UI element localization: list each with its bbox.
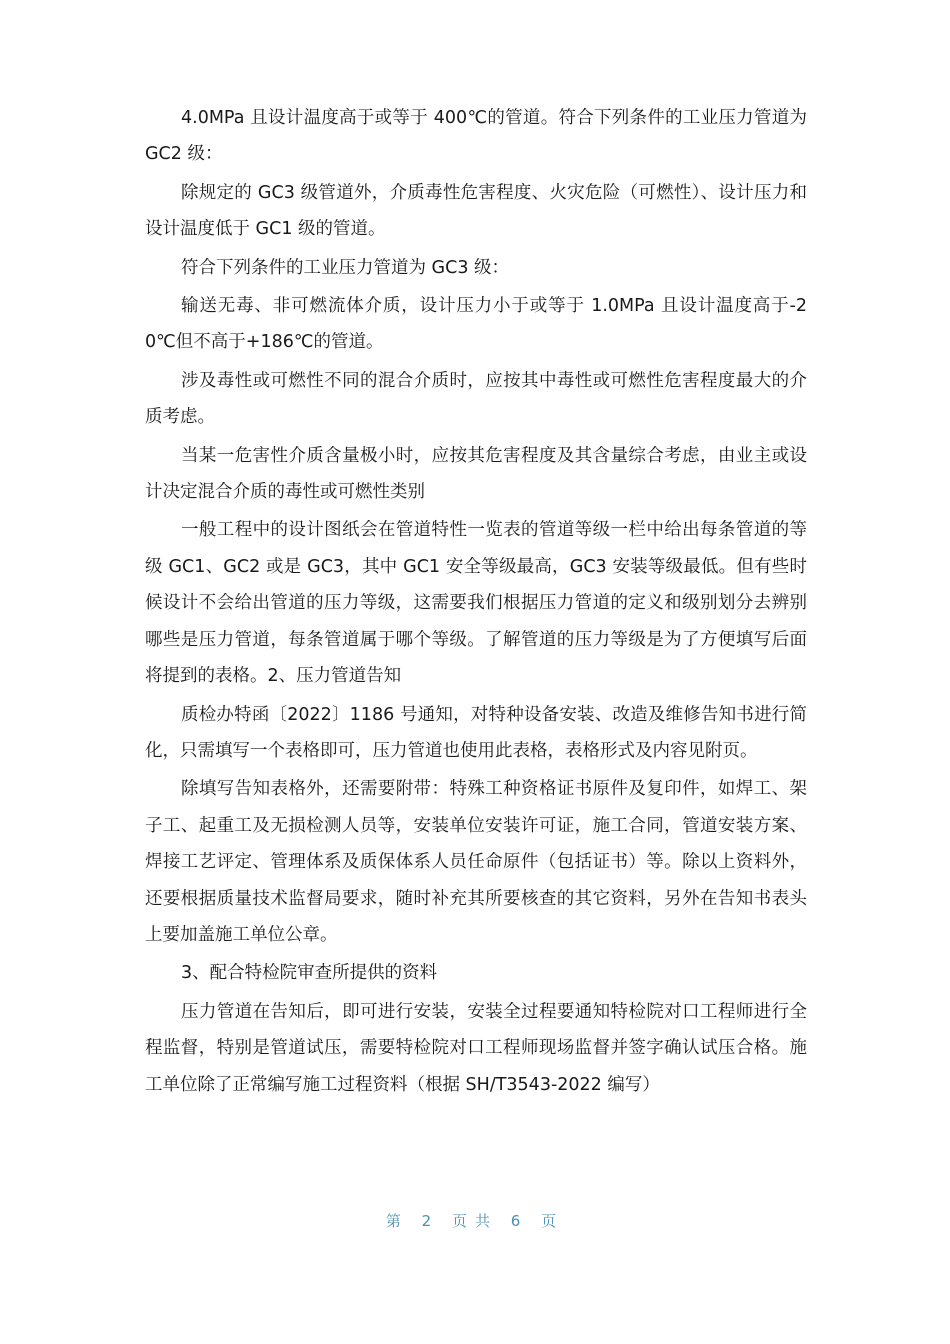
paragraph: 涉及毒性或可燃性不同的混合介质时，应按其中毒性或可燃性危害程度最大的介质考虑。 [145,370,807,428]
paragraph: 输送无毒、非可燃流体介质，设计压力小于或等于 1.0MPa 且设计温度高于-20℃但不高于+186℃的管道。 [145,296,807,353]
paragraph: 压力管道在告知后，即可进行安装，安装全过程要通知特检院对口工程师进行全程监督，特别是管道试压，需要特检院对口工程师现场监督并签字确认试压合格。施工单位除了正常编写施工过程资料（根据 SH/T3543-2022 编写） [145,1001,807,1095]
paragraph: 当某一危害性介质含量极小时，应按其危害程度及其含量综合考虑，由业主或设计决定混合介质的毒性或可燃性类别 [145,445,807,503]
paragraph: 除规定的 GC3 级管道外，介质毒性危害程度、火灾危险（可燃性）、设计压力和设计温度低于 GC1 级的管道。 [145,182,807,240]
paragraph: 除填写告知表格外，还需要附带：特殊工种资格证书原件及复印件，如焊工、架子工、起重工及无损检测人员等，安装单位安装许可证，施工合同，管道安装方案、焊接工艺评定、管理体系及质保体系人员任命原件（包括证书）等。除以上资料外，还要根据质量技术监督局要求，随时补充其所要核查的其它资料，另外在告知书表头上要加盖施工单位公章。 [145,779,807,945]
paragraph: 4.0MPa 且设计温度高于或等于 400℃的管道。符合下列条件的工业压力管道为 GC2 级： [145,108,807,165]
paragraph: 一般工程中的设计图纸会在管道特性一览表的管道等级一栏中给出每条管道的等级 GC1、GC2 或是 GC3，其中 GC1 安全等级最高，GC3 安装等级最低。但有些时候设计不会给出管道的压力等级，这需要我们根据压力管道的定义和级别划分去辨别哪些是压力管道，每条管道属于哪个等级。了解管道的压力等级是为了方便填写后面将提到的表格。2、压力管道告知 [145,520,807,687]
paragraph: 符合下列条件的工业压力管道为 GC3 级： [181,257,510,278]
document-body [145,100,807,1105]
page-number-footer: 第 2 页共 6 页 [385,1212,565,1230]
paragraph: 3、配合特检院审查所提供的资料 [181,963,438,984]
paragraph: 质检办特函〔2022〕1186 号通知，对特种设备安装、改造及维修告知书进行简化，只需填写一个表格即可，压力管道也使用此表格，表格形式及内容见附页。 [145,704,807,761]
